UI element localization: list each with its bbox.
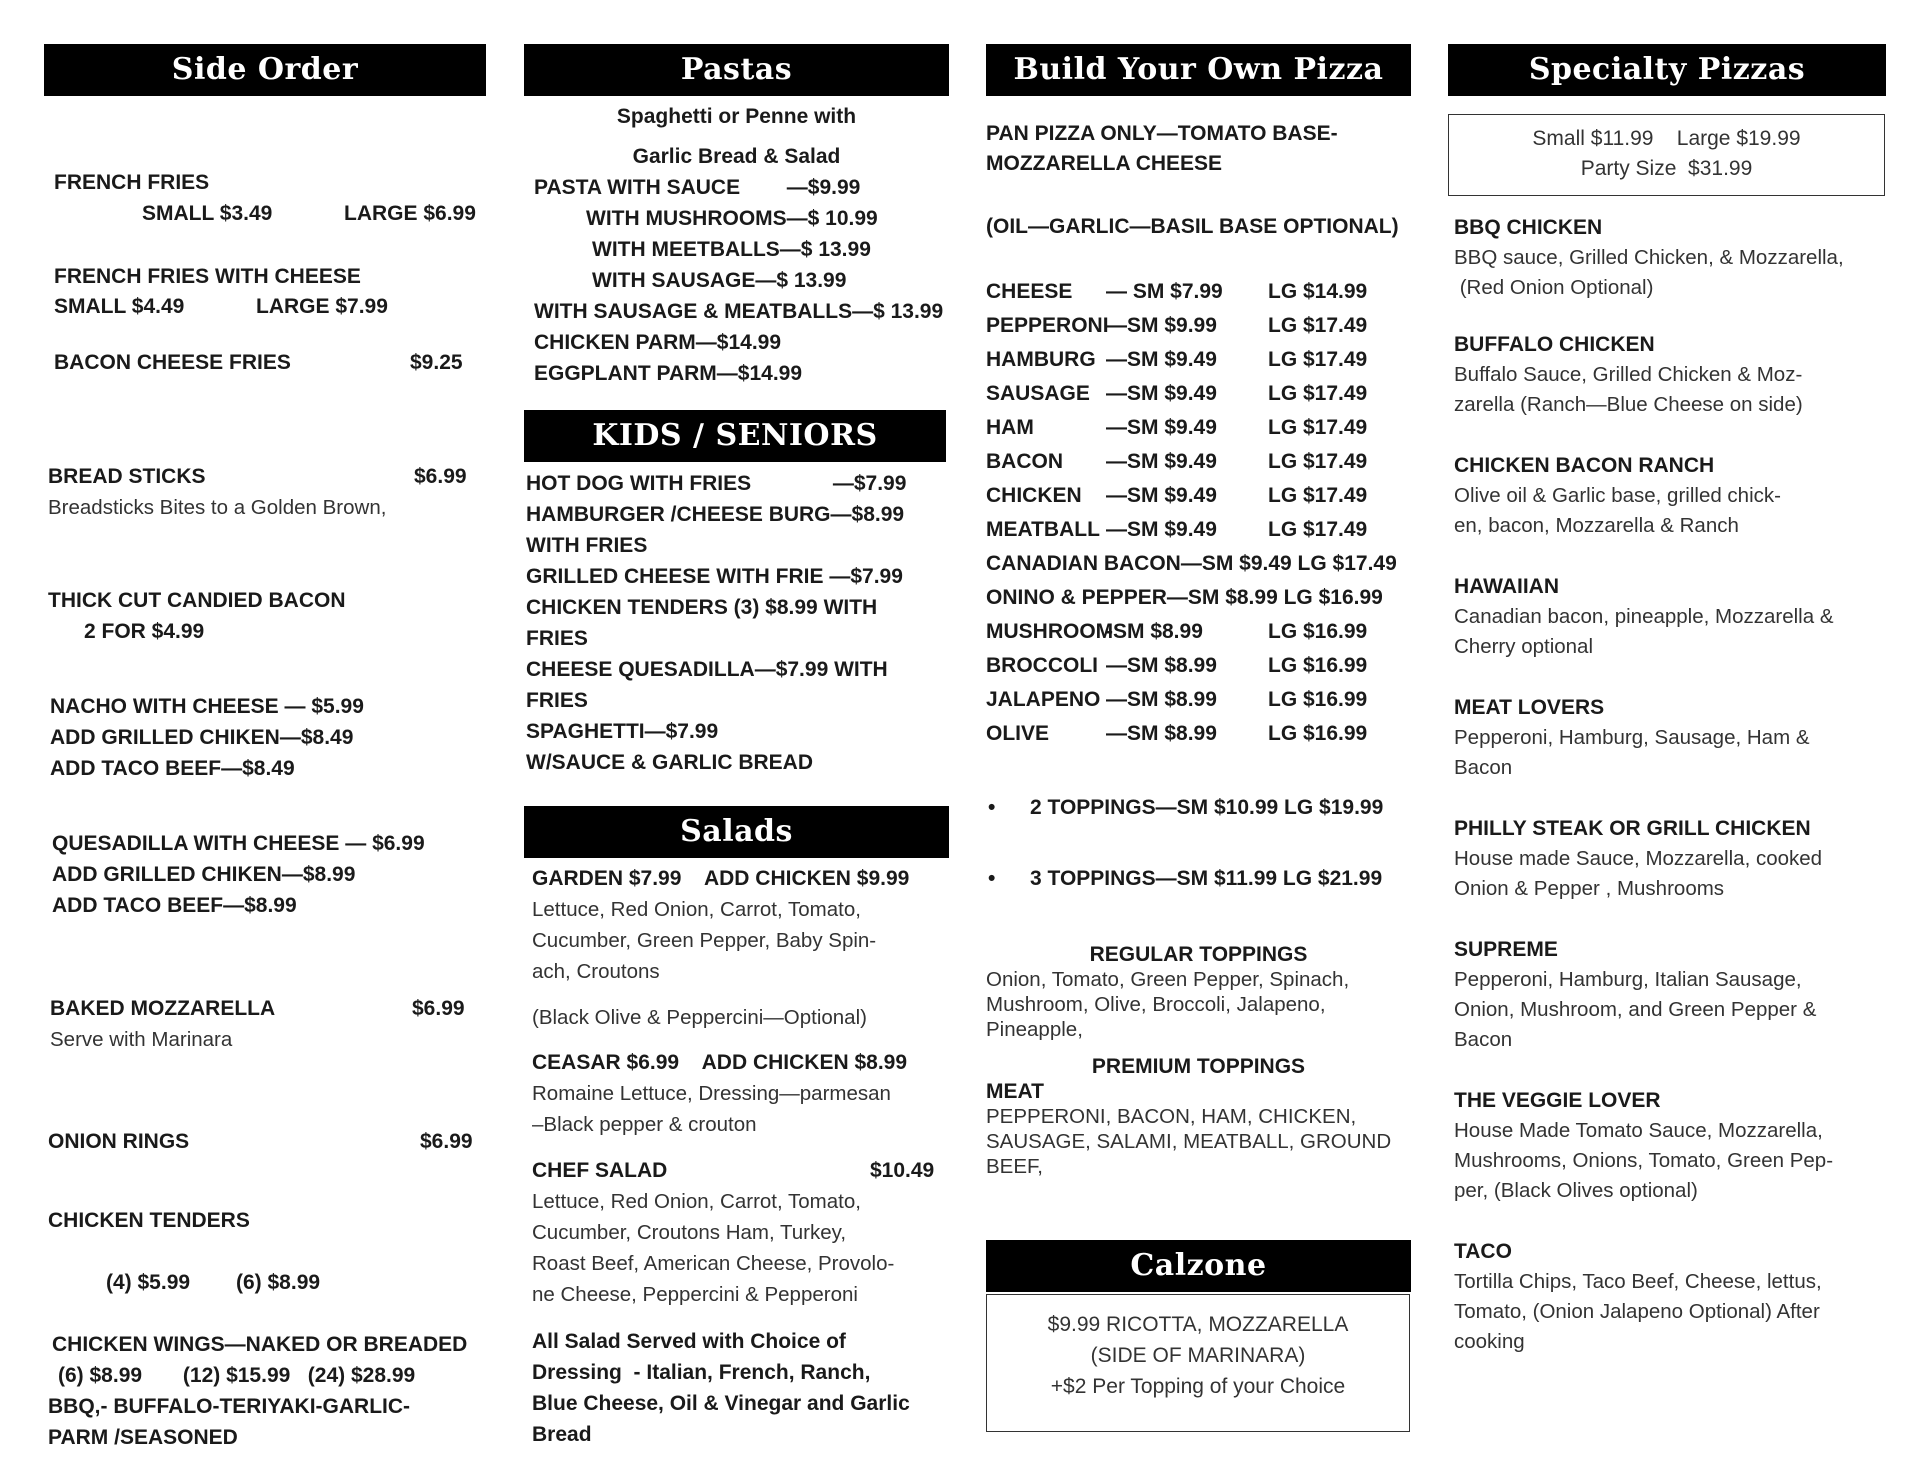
sizes-line-1: Small $11.99 Large $19.99	[1532, 127, 1801, 150]
kids-item-8: FRIES	[526, 689, 588, 712]
byo-price-row	[986, 719, 1411, 753]
pastas-intro-2: Garlic Bread & Salad	[632, 145, 841, 168]
byo-topping-sm-price: -SM $8.99	[1106, 620, 1203, 643]
fries-cheese-small: SMALL $4.49	[54, 295, 185, 318]
byo-optional: (OIL—GARLIC—BASIL BASE OPTIONAL)	[986, 215, 1399, 238]
byo-topping-lg-price: LG $17.49	[1268, 348, 1368, 371]
specialty-item-desc: Pepperoni, Hamburg, Sausage, Ham &	[1454, 726, 1810, 749]
specialty-item-desc: Mushrooms, Onions, Tomato, Green Pep-	[1454, 1149, 1834, 1172]
specialty-item-desc: Buffalo Sauce, Grilled Chicken & Moz-	[1454, 363, 1803, 386]
byo-price-row	[986, 413, 1411, 447]
specialty-item	[1454, 693, 1884, 783]
bacon-cheese-fries-name: BACON CHEESE FRIES	[54, 351, 291, 374]
byo-topping-lg-price: LG $17.49	[1268, 484, 1368, 507]
pasta-item-6: CHICKEN PARM—$14.99	[534, 331, 782, 354]
specialty-item-desc: cooking	[1454, 1330, 1525, 1353]
ceasar-desc-1: Romaine Lettuce, Dressing—parmesan	[532, 1082, 891, 1105]
chef-desc-3: Roast Beef, American Cheese, Provolo-	[532, 1252, 895, 1275]
kids-item-4: GRILLED CHEESE WITH FRIE —$7.99	[526, 565, 903, 588]
regular-toppings-head: REGULAR TOPPINGS	[1089, 943, 1308, 966]
specialty-item-desc: Cherry optional	[1454, 635, 1594, 658]
bread-sticks-price: $6.99	[414, 465, 467, 488]
salad-footer-4: Bread	[532, 1423, 592, 1446]
byo-price-row	[986, 685, 1411, 719]
premium-toppings-head: PREMIUM TOPPINGS	[1091, 1055, 1306, 1078]
specialty-item	[1454, 451, 1884, 541]
specialty-header: Specialty Pizzas	[1448, 44, 1886, 96]
ceasar-head: CEASAR $6.99 ADD CHICKEN $8.99	[532, 1051, 908, 1074]
kids-item-7: CHEESE QUESADILLA—$7.99 WITH	[526, 658, 888, 681]
kids-item-9: SPAGHETTI—$7.99	[526, 720, 719, 743]
specialty-list	[1454, 213, 1884, 1388]
byo-column	[986, 44, 1411, 1464]
byo-topping-name: HAMBURG	[986, 348, 1096, 371]
pasta-item-2: WITH MUSHROOMS—$ 10.99	[586, 207, 878, 230]
byo-price-row	[986, 481, 1411, 515]
byo-topping-sm-price: —SM $9.49	[1106, 348, 1217, 371]
byo-topping-name: SAUSAGE	[986, 382, 1090, 405]
chicken-tenders-six: (6) $8.99	[236, 1271, 321, 1294]
byo-price-list	[986, 277, 1411, 753]
specialty-item-desc: Pepperoni, Hamburg, Italian Sausage,	[1454, 968, 1802, 991]
pasta-item-1: PASTA WITH SAUCE —$9.99	[534, 176, 861, 199]
salads-header: Salads	[524, 806, 949, 858]
specialty-item	[1454, 213, 1884, 303]
calzone-line-3: +$2 Per Topping of your Choice	[1050, 1375, 1346, 1398]
onion-rings-name: ONION RINGS	[48, 1130, 190, 1153]
nacho-line-1: NACHO WITH CHEESE — $5.99	[50, 695, 364, 718]
specialty-item-name: THE VEGGIE LOVER	[1454, 1089, 1661, 1112]
byo-topping-name: CANADIAN BACON—SM $9.49 LG $17.49	[986, 552, 1397, 575]
byo-topping-sm-price: —SM $8.99	[1106, 688, 1217, 711]
specialty-item-desc: BBQ sauce, Grilled Chicken, & Mozzarella,	[1454, 246, 1844, 269]
byo-topping-name: OLIVE	[986, 722, 1050, 745]
calzone-header: Calzone	[986, 1240, 1411, 1292]
byo-topping-name: MEATBALL	[986, 518, 1100, 541]
specialty-item-desc: (Red Onion Optional)	[1454, 276, 1654, 299]
byo-price-row	[986, 345, 1411, 379]
quesadilla-line-1: QUESADILLA WITH CHEESE — $6.99	[52, 832, 425, 855]
byo-price-row	[986, 617, 1411, 651]
wings-line-4: PARM /SEASONED	[48, 1426, 238, 1449]
byo-topping-name: HAM	[986, 416, 1034, 439]
regular-text-1: Onion, Tomato, Green Pepper, Spinach,	[986, 968, 1350, 991]
salad-footer-1: All Salad Served with Choice of	[532, 1330, 846, 1353]
byo-topping-name: PEPPERONI	[986, 314, 1109, 337]
baked-mozzarella-desc: Serve with Marinara	[50, 1028, 233, 1051]
byo-topping-name: JALAPENO	[986, 688, 1101, 711]
specialty-item-desc: House Made Tomato Sauce, Mozzarella,	[1454, 1119, 1823, 1142]
regular-text-3: Pineapple,	[986, 1018, 1083, 1041]
bread-sticks-desc: Breadsticks Bites to a Golden Brown,	[48, 496, 387, 519]
specialty-sizes-box	[1448, 114, 1885, 196]
two-toppings: • 2 TOPPINGS—SM $10.99 LG $19.99	[1030, 793, 1383, 823]
garden-head: GARDEN $7.99 ADD CHICKEN $9.99	[532, 867, 910, 890]
byo-intro-1: PAN PIZZA ONLY—TOMATO BASE-	[986, 122, 1338, 145]
byo-topping-name: BACON	[986, 450, 1063, 473]
specialty-item-desc: zarella (Ranch—Blue Cheese on side)	[1454, 393, 1803, 416]
specialty-item	[1454, 1086, 1884, 1206]
specialty-item-desc: Tortilla Chips, Taco Beef, Cheese, lettus,	[1454, 1270, 1822, 1293]
pasta-item-5: WITH SAUSAGE & MEATBALLS—$ 13.99	[534, 300, 944, 323]
specialty-item-desc: Olive oil & Garlic base, grilled chick-	[1454, 484, 1781, 507]
specialty-item	[1454, 814, 1884, 904]
specialty-item-desc: House made Sauce, Mozzarella, cooked	[1454, 847, 1823, 870]
byo-price-row	[986, 379, 1411, 413]
specialty-item-desc: Bacon	[1454, 756, 1513, 779]
specialty-item-name: HAWAIIAN	[1454, 575, 1559, 598]
pastas-column	[524, 44, 949, 1464]
kids-item-10: W/SAUCE & GARLIC BREAD	[526, 751, 813, 774]
specialty-item-name: BUFFALO CHICKEN	[1454, 333, 1655, 356]
baked-mozzarella-name: BAKED MOZZARELLA	[50, 997, 276, 1020]
byo-topping-lg-price: LG $17.49	[1268, 416, 1368, 439]
byo-topping-lg-price: LG $16.99	[1268, 654, 1368, 677]
quesadilla-line-2: ADD GRILLED CHIKEN—$8.99	[52, 863, 356, 886]
garden-desc-1: Lettuce, Red Onion, Carrot, Tomato,	[532, 898, 861, 921]
byo-topping-name: MUSHROOM	[986, 620, 1114, 643]
byo-topping-sm-price: — SM $7.99	[1106, 280, 1223, 303]
sizes-line-2: Party Size $31.99	[1580, 157, 1753, 180]
nacho-line-2: ADD GRILLED CHIKEN—$8.49	[50, 726, 354, 749]
garden-note: (Black Olive & Peppercini—Optional)	[532, 1006, 867, 1029]
calzone-box	[986, 1294, 1410, 1432]
byo-intro-2: MOZZARELLA CHEESE	[986, 152, 1223, 175]
kids-item-1: HOT DOG WITH FRIES —$7.99	[526, 472, 907, 495]
specialty-item-name: MEAT LOVERS	[1454, 696, 1605, 719]
byo-price-row	[986, 651, 1411, 685]
specialty-item-desc: per, (Black Olives optional)	[1454, 1179, 1698, 1202]
specialty-item-desc: Tomato, (Onion Jalapeno Optional) After	[1454, 1300, 1820, 1323]
byo-topping-sm-price: —SM $8.99	[1106, 654, 1217, 677]
chicken-tenders-name: CHICKEN TENDERS	[48, 1209, 250, 1232]
french-fries-small: SMALL $3.49	[142, 202, 273, 225]
fries-cheese-large: LARGE $7.99	[256, 295, 388, 318]
specialty-item-desc: Onion, Mushroom, and Green Pepper &	[1454, 998, 1817, 1021]
byo-topping-lg-price: LG $16.99	[1268, 722, 1368, 745]
pastas-header: Pastas	[524, 44, 949, 96]
regular-text-2: Mushroom, Olive, Broccoli, Jalapeno,	[986, 993, 1326, 1016]
ceasar-desc-2: –Black pepper & crouton	[532, 1113, 757, 1136]
side-order-header: Side Order	[44, 44, 486, 96]
pasta-item-4: WITH SAUSAGE—$ 13.99	[592, 269, 847, 292]
kids-item-3: WITH FRIES	[526, 534, 648, 557]
french-fries-name: FRENCH FRIES	[54, 171, 210, 194]
byo-topping-name: BROCCOLI	[986, 654, 1098, 677]
chef-desc-1: Lettuce, Red Onion, Carrot, Tomato,	[532, 1190, 861, 1213]
byo-topping-sm-price: —SM $9.49	[1106, 484, 1217, 507]
french-fries-large: LARGE $6.99	[344, 202, 476, 225]
byo-price-row	[986, 277, 1411, 311]
byo-topping-sm-price: —SM $8.99	[1106, 722, 1217, 745]
specialty-item	[1454, 572, 1884, 662]
byo-topping-lg-price: LG $16.99	[1268, 620, 1368, 643]
calzone-line-2: (SIDE OF MARINARA)	[1090, 1344, 1306, 1367]
byo-header: Build Your Own Pizza	[986, 44, 1411, 96]
byo-price-row	[986, 583, 1411, 617]
salad-footer-2: Dressing - Italian, French, Ranch,	[532, 1361, 871, 1384]
wings-line-2: (6) $8.99 (12) $15.99 (24) $28.99	[58, 1364, 416, 1387]
byo-topping-name: CHICKEN	[986, 484, 1082, 507]
wings-line-1: CHICKEN WINGS—NAKED OR BREADED	[52, 1333, 468, 1356]
salad-footer-3: Blue Cheese, Oil & Vinegar and Garlic	[532, 1392, 910, 1415]
candied-bacon-price: 2 FOR $4.99	[84, 620, 205, 643]
specialty-item	[1454, 935, 1884, 1055]
kids-header: KIDS / SENIORS	[524, 410, 946, 462]
side-order-column	[44, 44, 486, 1464]
bread-sticks-name: BREAD STICKS	[48, 465, 206, 488]
chef-salad-name: CHEF SALAD	[532, 1159, 668, 1182]
premium-text-1: PEPPERONI, BACON, HAM, CHICKEN,	[986, 1105, 1357, 1128]
byo-topping-lg-price: LG $14.99	[1268, 280, 1368, 303]
three-toppings: • 3 TOPPINGS—SM $11.99 LG $21.99	[1030, 864, 1382, 894]
byo-topping-sm-price: —SM $9.49	[1106, 416, 1217, 439]
specialty-column	[1448, 44, 1886, 1464]
byo-topping-sm-price: —SM $9.99	[1106, 314, 1217, 337]
chef-desc-2: Cucumber, Croutons Ham, Turkey,	[532, 1221, 847, 1244]
specialty-item	[1454, 1237, 1884, 1357]
byo-topping-sm-price: —SM $9.49	[1106, 382, 1217, 405]
specialty-item-name: BBQ CHICKEN	[1454, 216, 1603, 239]
garden-desc-3: ach, Croutons	[532, 960, 660, 983]
specialty-item-name: TACO	[1454, 1240, 1512, 1263]
kids-item-6: FRIES	[526, 627, 588, 650]
garden-desc-2: Cucumber, Green Pepper, Baby Spin-	[532, 929, 877, 952]
premium-text-3: BEEF,	[986, 1155, 1043, 1178]
specialty-item-name: CHICKEN BACON RANCH	[1454, 454, 1715, 477]
byo-topping-lg-price: LG $17.49	[1268, 518, 1368, 541]
byo-topping-name: ONINO & PEPPER—SM $8.99 LG $16.99	[986, 586, 1383, 609]
kids-item-5: CHICKEN TENDERS (3) $8.99 WITH	[526, 596, 878, 619]
quesadilla-line-3: ADD TACO BEEF—$8.99	[52, 894, 297, 917]
byo-topping-name: CHEESE	[986, 280, 1073, 303]
baked-mozzarella-price: $6.99	[412, 997, 465, 1020]
chef-salad-price: $10.49	[870, 1159, 935, 1182]
bacon-cheese-fries-price: $9.25	[410, 351, 463, 374]
fries-cheese-name: FRENCH FRIES WITH CHEESE	[54, 265, 361, 288]
byo-price-row	[986, 311, 1411, 345]
chicken-tenders-four: (4) $5.99	[106, 1271, 191, 1294]
pasta-item-3: WITH MEETBALLS—$ 13.99	[592, 238, 871, 261]
specialty-item-name: PHILLY STEAK OR GRILL CHICKEN	[1454, 817, 1811, 840]
pastas-intro-1: Spaghetti or Penne with	[616, 105, 857, 128]
byo-price-row	[986, 549, 1411, 583]
nacho-line-3: ADD TACO BEEF—$8.49	[50, 757, 295, 780]
kids-item-2: HAMBURGER /CHEESE BURG—$8.99	[526, 503, 905, 526]
specialty-item-desc: Canadian bacon, pineapple, Mozzarella &	[1454, 605, 1834, 628]
pasta-item-7: EGGPLANT PARM—$14.99	[534, 362, 803, 385]
specialty-item-desc: en, bacon, Mozzarella & Ranch	[1454, 514, 1739, 537]
byo-topping-lg-price: LG $17.49	[1268, 314, 1368, 337]
byo-topping-lg-price: LG $16.99	[1268, 688, 1368, 711]
premium-text-2: SAUSAGE, SALAMI, MEATBALL, GROUND	[986, 1130, 1392, 1153]
specialty-item	[1454, 330, 1884, 420]
byo-price-row	[986, 515, 1411, 549]
byo-price-row	[986, 447, 1411, 481]
byo-topping-lg-price: LG $17.49	[1268, 450, 1368, 473]
meat-label: MEAT	[986, 1080, 1044, 1103]
specialty-item-desc: Onion & Pepper , Mushrooms	[1454, 877, 1725, 900]
specialty-item-desc: Bacon	[1454, 1028, 1513, 1051]
byo-topping-sm-price: —SM $9.49	[1106, 450, 1217, 473]
wings-line-3: BBQ,- BUFFALO-TERIYAKI-GARLIC-	[48, 1395, 411, 1418]
byo-topping-sm-price: —SM $9.49	[1106, 518, 1217, 541]
candied-bacon-name: THICK CUT CANDIED BACON	[48, 589, 346, 612]
specialty-item-name: SUPREME	[1454, 938, 1558, 961]
calzone-line-1: $9.99 RICOTTA, MOZZARELLA	[1047, 1313, 1349, 1336]
onion-rings-price: $6.99	[420, 1130, 473, 1153]
byo-topping-lg-price: LG $17.49	[1268, 382, 1368, 405]
chef-desc-4: ne Cheese, Peppercini & Pepperoni	[532, 1283, 858, 1306]
